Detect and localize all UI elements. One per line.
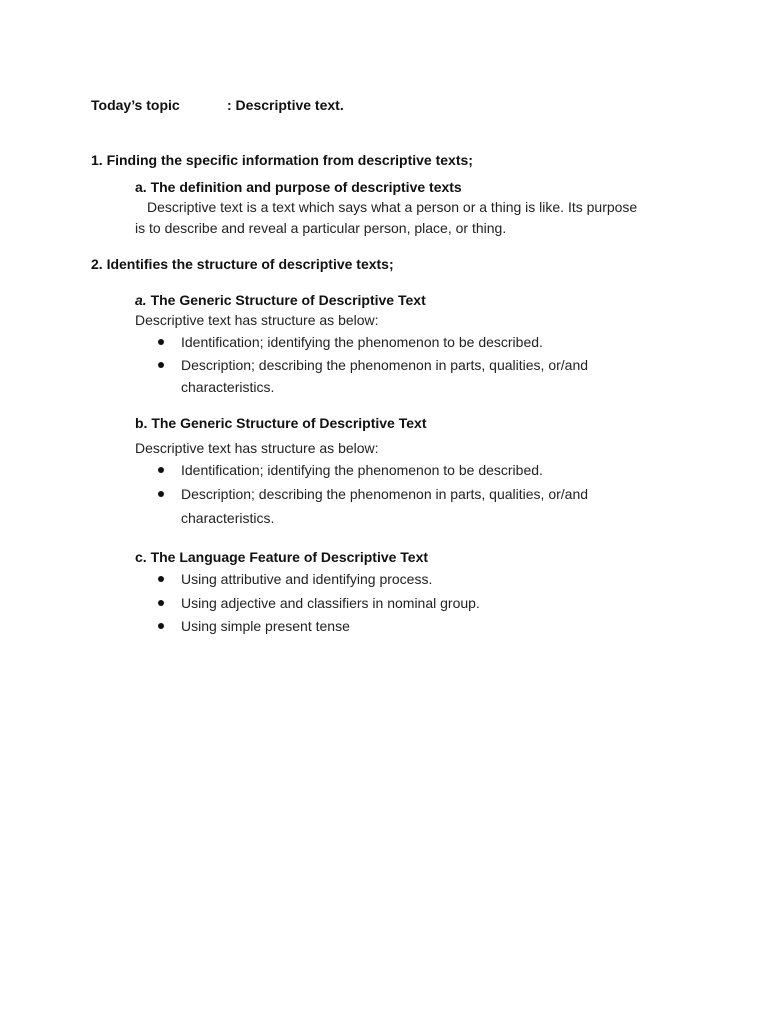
section-2c-bullet-1: Using attributive and identifying process.	[181, 571, 433, 587]
bullet-dot-icon	[158, 362, 164, 368]
section-2b-bullet-1: Identification; identifying the phenomenon to be described.	[181, 462, 543, 478]
section-2b-heading: b. The Generic Structure of Descriptive Text	[135, 415, 427, 431]
section-2a-bullet-2-line-2: characteristics.	[181, 379, 275, 395]
section-1-heading: 1. Finding the specific information from descriptive texts;	[91, 152, 473, 168]
section-2-heading: 2. Identifies the structure of descriptive texts;	[91, 256, 394, 272]
section-2b-bullet-2-line-1: Description; describing the phenomenon in parts, qualities, or/and	[181, 486, 589, 502]
section-2c-bullet-3: Using simple present tense	[181, 618, 350, 634]
bullet-dot-icon	[158, 339, 164, 345]
section-2a-intro: Descriptive text has structure as below:	[135, 312, 379, 328]
section-2c-bullet-2: Using adjective and classifiers in nominal group.	[181, 595, 480, 611]
bullet-dot-icon	[158, 576, 164, 582]
section-2a-lead: a.	[135, 292, 147, 308]
definition-line-2: is to describe and reveal a particular person, place, or thing.	[135, 220, 507, 236]
bullet-dot-icon	[158, 600, 164, 606]
section-2a-title: The Generic Structure of Descriptive Text	[146, 292, 426, 308]
section-2a-heading	[135, 292, 426, 308]
bullet-dot-icon	[158, 623, 164, 629]
section-2c-heading: c. The Language Feature of Descriptive Text	[135, 549, 429, 565]
bullet-dot-icon	[158, 467, 164, 473]
bullet-dot-icon	[158, 491, 164, 497]
section-2b-bullet-2-line-2: characteristics.	[181, 510, 275, 526]
section-1a-heading: a. The definition and purpose of descriptive texts	[135, 179, 462, 195]
section-2a-bullet-2-line-1: Description; describing the phenomenon in parts, qualities, or/and	[181, 357, 589, 373]
topic-line	[91, 97, 344, 113]
topic-value: : Descriptive text.	[227, 97, 344, 113]
section-2a-bullet-1: Identification; identifying the phenomenon to be described.	[181, 334, 543, 350]
topic-label: Today’s topic	[91, 97, 180, 113]
definition-line-1: Descriptive text is a text which says what a person or a thing is like. Its purpose	[147, 199, 638, 215]
section-2b-intro: Descriptive text has structure as below:	[135, 440, 379, 456]
